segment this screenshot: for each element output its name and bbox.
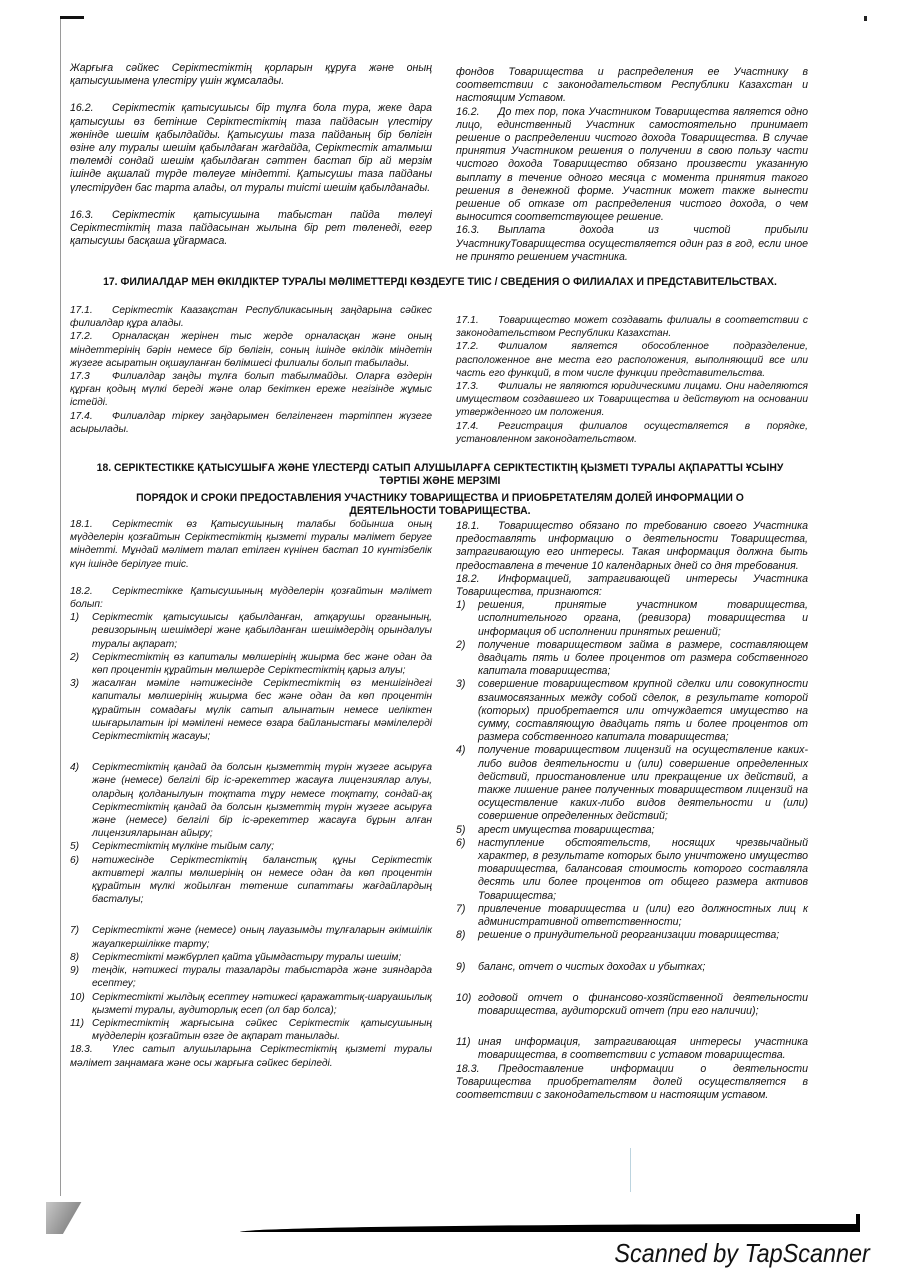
- section-17-ru: [456, 314, 808, 446]
- list-item: [70, 854, 432, 907]
- list-item-number: 6): [456, 836, 466, 849]
- clause-text: Серіктестік өз Қатысушының талабы бойынша оның мүдделерін қозғайтын Серіктестіктің қызметі туралы мәлімет беруге міндетті. Мұндай мәлімет талап етілген күнінен бастап 10 күнтізбелік күн ішінде берілуге тиіс.: [70, 519, 432, 570]
- list-item: [70, 651, 432, 677]
- paragraph-16-2-ru: [456, 106, 808, 225]
- list-item-number: 10): [70, 991, 85, 1003]
- scan-shadow: [46, 1202, 86, 1234]
- clause-number: 16.3.: [456, 224, 480, 237]
- list-item: [456, 929, 808, 942]
- clause-number: 17.2.: [456, 341, 479, 353]
- scanner-watermark: Scanned by TapScanner: [614, 1238, 870, 1268]
- list-18-2-kz: [70, 611, 432, 1043]
- clause-number: 17.3.: [456, 381, 479, 393]
- clause-text: Серіктестік қатысушысы бір тұлға бола тура, жеке дара қатысушы өз бетінше Серіктестіктің таза пайдасын үлестіру жөнінде шешім қабылдайды. Қатысушы таза пайданың бір бөлігін өзіне алу туралы шешім қабылдаған жағдайда, Серіктестік аталмыш төлемді сондай шешім қабылдаған сәттен бастап бір ай мерзім ішінде ақшалай түрде төлеуге міндетті. Қатысушы таза пайданы үлестіруден бас тарта алады, ол туралы тиісті шешім қабылданады.: [70, 102, 432, 194]
- clause-17-1-ru: [456, 314, 808, 340]
- clause-number: 17.1.: [456, 315, 479, 326]
- list-item-text: решение о принудительной реорганизации товарищества;: [478, 929, 780, 942]
- clause-text: Серіктестікке Қатысушының мүдделерін қозғайтын мәлімет болып:: [70, 585, 432, 611]
- clause-number: 18.2.: [70, 585, 93, 597]
- list-item-text: Серіктестіктің қандай да болсын қызметтің түрін жүзеге асыруға және (немесе) белгілі бір іс-әрекеттер жасауға лицензиялар алуы, олардың қолданылуын тоқтата тұру немесе тоқтату, сондай-ақ Серіктестіктің қандай да болсын қызметтің түрін жүзеге асыруға және (немесе) белгілі бір іс-әрекеттер жасауға бұрын алған лицензияларынан айыру;: [92, 762, 432, 840]
- clause-17-3-ru: [456, 380, 808, 420]
- clause-text: Филиалдар тіркеу заңдарымен белгіленген тәртіппен жүзеге асырылады.: [70, 410, 432, 435]
- list-item: [70, 840, 432, 853]
- clause-text: Серіктестік қатысушына табыстан пайда төлеуі Серіктестіктің таза пайдасынан жылына бір рет төленеді, егер қатысушы басқаша ұйғармаса.: [70, 208, 432, 248]
- list-item-text: арест имущества товарищества;: [478, 823, 655, 836]
- list-item-number: 1): [456, 599, 466, 612]
- clause-number: 17.2.: [70, 331, 93, 343]
- list-18-2-ru: [456, 599, 808, 1062]
- clause-18-2-kz: [70, 585, 432, 611]
- clause-text: До тех пор, пока Участником Товарищества является одно лицо, единственный Участник самостоятельно принимает решение о распределении чистого дохода Товарищества. В случае принятия Участником решения о получении в свою пользу части чистого дохода Товарищество обязано произвести указанную выплату в течение одного месяца с момента принятия такого решения в денежной форме. Участник может также вынести решение об отказе от распределения чистого дохода, о чем выносится соответствующее решение.: [456, 105, 808, 224]
- clause-17-2-kz: [70, 330, 432, 370]
- clause-18-1-ru: [456, 520, 808, 573]
- paragraph-16-2-kz: [70, 102, 432, 194]
- clause-17-4-ru: [456, 420, 808, 446]
- list-item-number: 1): [70, 612, 80, 624]
- clause-number: 16.2.: [456, 105, 480, 118]
- list-item: [70, 761, 432, 840]
- list-item-text: Серіктестікті және (немесе) оның лауазымды тұлғаларын әкімшілік жауапкершілікке тарту;: [92, 925, 432, 950]
- section-18-heading-kz: 18. СЕРІКТЕСТІККЕ ҚАТЫСУШЫҒА ЖӘНЕ ҮЛЕСТЕРДІ САТЫП АЛУШЫЛАРҒА СЕРІКТЕСТІКТІҢ ҚЫЗМЕТІ ТУРАЛЫ АҚПАРАТТЫ ҰСЫНУ ТӘРТІБІ ЖӘНЕ МЕРЗІМІ: [96, 462, 784, 487]
- list-item-text: теңдік, нәтижесі туралы тазаларды табыстарда және зияндарда есептеу;: [92, 965, 432, 990]
- clause-text: Товарищество обязано по требованию своего Участника предоставлять информацию о деятельности Товарищества, затрагивающую его интересы. Такая информация должна быть предоставлена в течение 10 календарных дней со дня требования.: [456, 520, 808, 572]
- clause-text: Информацией, затрагивающей интересы Участника Товарищества, признаются:: [456, 572, 808, 599]
- clause-text: Товарищество может создавать филиалы в соответствии с законодательством Республики Казахстан.: [456, 315, 808, 340]
- clause-text: Предоставление информации о деятельности Товарищества приобретателям долей осуществляется в соответствии с законодательством и настоящим уставом.: [456, 1062, 808, 1101]
- clause-17-2-ru: [456, 340, 808, 380]
- stamp-mark: [630, 1148, 695, 1192]
- list-item: [456, 744, 808, 823]
- list-item-number: 7): [456, 902, 466, 915]
- clause-text: Филиалом является обособленное подразделение, расположенное вне места его расположения, выполняющий все или часть его функций, в том числе функции представительства.: [456, 341, 808, 379]
- clause-number: 17.4.: [456, 420, 479, 432]
- list-item-number: 8): [70, 951, 80, 963]
- section-17-kz: [70, 304, 432, 436]
- spacer: [70, 743, 432, 761]
- list-item-text: жасалған мәміле нәтижесінде Серіктестіктің өз меншігіндегі капиталы мөлшерінің жиырма бес және одан да көп процентін құрайтын сомадағы мүлік сатып алынатын немесе иеліктен шығарылатын ірі мәмілені немесе өзара байланыстағы мәмілелерді Серіктестіктің жасауы;: [92, 678, 432, 743]
- clause-text: Серіктестік Каазақстан Республикасының заңдарына сәйкес филиалдар құра алады.: [70, 305, 432, 330]
- list-item: [70, 1017, 432, 1043]
- list-item: [456, 992, 808, 1018]
- spacer: [456, 1018, 808, 1036]
- section-18-kz: [70, 518, 432, 1070]
- list-item: [456, 639, 808, 679]
- section-17-heading: 17. ФИЛИАЛДАР МЕН ӨКІЛДІКТЕР ТУРАЛЫ МӘЛІМЕТТЕРДІ КӨЗДЕУГЕ ТИІС / СВЕДЕНИЯ О ФИЛИАЛАХ И ПРЕДСТАВИТЕЛЬСТВАХ.: [103, 276, 777, 288]
- list-item-text: Серіктестіктің өз капиталы мөлшерінің жиырма бес және одан да көп процентін құрайтын мөлшерде Серіктестіктің қарыз алуы;: [92, 651, 432, 677]
- page-corner-mark: [60, 16, 84, 19]
- section-18-heading-ru: ПОРЯДОК И СРОКИ ПРЕДОСТАВЛЕНИЯ УЧАСТНИКУ ТОВАРИЩЕСТВА И ПРИОБРЕТАТЕЛЯМ ДОЛЕЙ ИНФОРМАЦИИ О ДЕЯТЕЛЬНОСТИ ТОВАРИЩЕСТВА.: [136, 492, 744, 517]
- list-item-text: Серіктестік қатысушысы қабылданған, атқарушы органының, ревизорының шешімдері және қабылданған шешімдердің орындалуы туралы ақпарат;: [92, 612, 432, 650]
- list-item-text: совершение товариществом крупной сделки или совокупности взаимосвязанных между собой сделок, в результате которой (которых) приобретается или отчуждается имущество на сумму, составляющую двадцать пять и более процентов от размера собственного капитала товарищества;: [478, 678, 808, 744]
- paragraph-16-3-kz: [70, 209, 432, 249]
- clause-number: 17.1.: [70, 305, 93, 316]
- clause-number: 17.3: [70, 371, 90, 383]
- list-item-number: 3): [70, 678, 80, 690]
- list-item: [456, 678, 808, 744]
- clause-18-2-ru: [456, 573, 808, 599]
- list-item-number: 8): [456, 929, 466, 942]
- list-item-number: 11): [456, 1036, 471, 1049]
- list-item: [70, 677, 432, 743]
- list-item-number: 6): [70, 854, 80, 866]
- clause-number: 18.1.: [456, 520, 480, 532]
- clause-number: 16.3.: [70, 208, 94, 221]
- list-item-text: иная информация, затрагивающая интересы участника товарищества, в соответствии с уставом товарищества.: [478, 1036, 808, 1062]
- list-item-text: баланс, отчет о чистых доходах и убытках;: [478, 960, 706, 973]
- clause-number: 16.2.: [70, 102, 94, 115]
- list-item: [70, 991, 432, 1017]
- clause-17-1-kz: [70, 304, 432, 330]
- list-item-text: привлечение товарищества и (или) его должностных лиц к административной ответственности;: [478, 902, 808, 929]
- clause-18-3-ru: [456, 1063, 808, 1103]
- clause-number: 18.3.: [70, 1044, 93, 1056]
- section-18-ru: [456, 520, 808, 1102]
- spacer: [456, 943, 808, 961]
- list-item-text: Серіктестікті жылдық есептеу нәтижесі қаражаттық-шаруашылық қызметі туралы, аудиторлық есеп (ол бар болса);: [92, 991, 432, 1016]
- list-item: [456, 1036, 808, 1062]
- paragraph-16-3-ru: [456, 224, 808, 264]
- list-item-text: получение товариществом лицензий на осуществление каких-либо видов деятельности и (или) совершение определенных действий, приостановление или прекращение их действий, а также лишение ранее полученных товариществом лицензий на осуществление каких-либо видов деятельности и (или) совершение определенных действий;: [478, 744, 808, 823]
- list-item: [456, 961, 808, 974]
- section-16-ru: [456, 66, 808, 264]
- list-item: [70, 964, 432, 990]
- scan-edge-mark: [856, 1214, 860, 1232]
- clause-18-3-kz: [70, 1043, 432, 1069]
- list-item-number: 9): [456, 960, 466, 973]
- list-item-text: годовой отчет о финансово-хозяйственной деятельности товарищества, аудиторский отчет (при его наличии);: [478, 991, 808, 1017]
- list-item-number: 10): [456, 991, 472, 1004]
- paragraph: Жарғыға сәйкес Серіктестіктің қорларын құруға және оның қатысушымена үлестіру үшін жұмсалады.: [70, 62, 432, 88]
- scan-edge-shadow: [240, 1224, 860, 1232]
- section-16-kz: [70, 62, 432, 248]
- corner-mark: [864, 16, 867, 21]
- list-item-text: наступление обстоятельств, носящих чрезвычайный характер, в результате которых было уничтожено имущество товарищества, балансовая стоимость которого составляла десять или более процентов от общего размера активов Товарищества;: [478, 836, 808, 902]
- spacer: [70, 906, 432, 924]
- list-item: [70, 951, 432, 964]
- list-item-text: Серіктестіктің мүлкіне тыйым салу;: [92, 841, 275, 853]
- list-item-number: 2): [456, 638, 466, 651]
- clause-18-1-kz: [70, 518, 432, 571]
- list-item-text: Серіктестіктің жарғысына сәйкес Серіктестік қатысушының мүдделерін қозғайтын өзге де ақпарат танылады.: [92, 1017, 432, 1043]
- clause-number: 18.1.: [70, 519, 93, 530]
- list-item: [456, 824, 808, 837]
- list-item-number: 3): [456, 678, 466, 691]
- clause-number: 18.2.: [456, 572, 480, 585]
- list-item-number: 7): [70, 925, 80, 937]
- clause-text: Орналасқан жерінен тыс жерде орналасқан және оның міндеттерінің бәрін немесе бір бөлігін, соның ішінде өкілдік міндетін жүзеге асыратын оқшауланған бөлімшесі филиалы болып табылады.: [70, 331, 432, 369]
- list-item-text: Серіктестікті мәжбүрлеп қайта ұйымдастыру туралы шешім;: [92, 951, 402, 963]
- clause-number: 18.3.: [456, 1062, 480, 1075]
- clause-text: Регистрация филиалов осуществляется в порядке, установленном законодательством.: [456, 420, 808, 445]
- clause-17-4-kz: [70, 410, 432, 436]
- list-item: [70, 924, 432, 950]
- list-item-number: 4): [70, 762, 80, 774]
- list-item: [456, 599, 808, 639]
- list-item-text: решения, принятые участником товарищества, исполнительного органа, (ревизора) товарищества и информация об исполнении принятых решений;: [478, 599, 808, 638]
- clause-text: Үлес сатып алушыларына Серіктестіктің қызметі туралы мәлімет заңнамаға және осы жарғыға сәйкес беріледі.: [70, 1044, 432, 1069]
- list-item: [70, 611, 432, 651]
- list-item-text: нәтижесінде Серіктестіктің баланстық құны Серіктестік активтері жалпы мөлшерінің он немесе одан да көп процентін құрайтын мүлкі жойылған төтенше сипаттағы жағдайлардың басталуы;: [92, 854, 432, 906]
- list-item-number: 9): [70, 965, 80, 977]
- list-item-number: 11): [70, 1017, 84, 1029]
- page-edge: [60, 16, 61, 1196]
- clause-17-3-kz: [70, 370, 432, 410]
- clause-text: Филиалы не являются юридическими лицами. Они наделяются имуществом создавшего их Товарищества и действуют на основании утвержденного им положения.: [456, 381, 808, 419]
- clause-number: 17.4.: [70, 410, 93, 422]
- list-item: [456, 903, 808, 929]
- spacer: [456, 974, 808, 992]
- list-item-number: 2): [70, 651, 80, 663]
- paragraph: фондов Товарищества и распределения ее Участнику в соответствии с законодательством Республики Казахстан и настоящим Уставом.: [456, 66, 808, 105]
- list-item-number: 4): [456, 744, 466, 757]
- clause-text: Филиалдар заңды тұлға болып табылмайды. Оларға өздерін құрған қодың мүлкі береді және олар бекіткен ереже негізінде жұмыс істейді.: [70, 371, 432, 409]
- list-item: [456, 837, 808, 903]
- list-item-number: 5): [70, 841, 80, 853]
- list-item-number: 5): [456, 823, 466, 836]
- clause-text: Выплата дохода из чистой прибыли УчастникуТоварищества осуществляется один раз в год, если иное не принято решением участника.: [456, 224, 808, 263]
- list-item-text: получение товариществом займа в размере, составляющем двадцать пять и более процентов от размера собственного капитала товарищества;: [478, 638, 808, 678]
